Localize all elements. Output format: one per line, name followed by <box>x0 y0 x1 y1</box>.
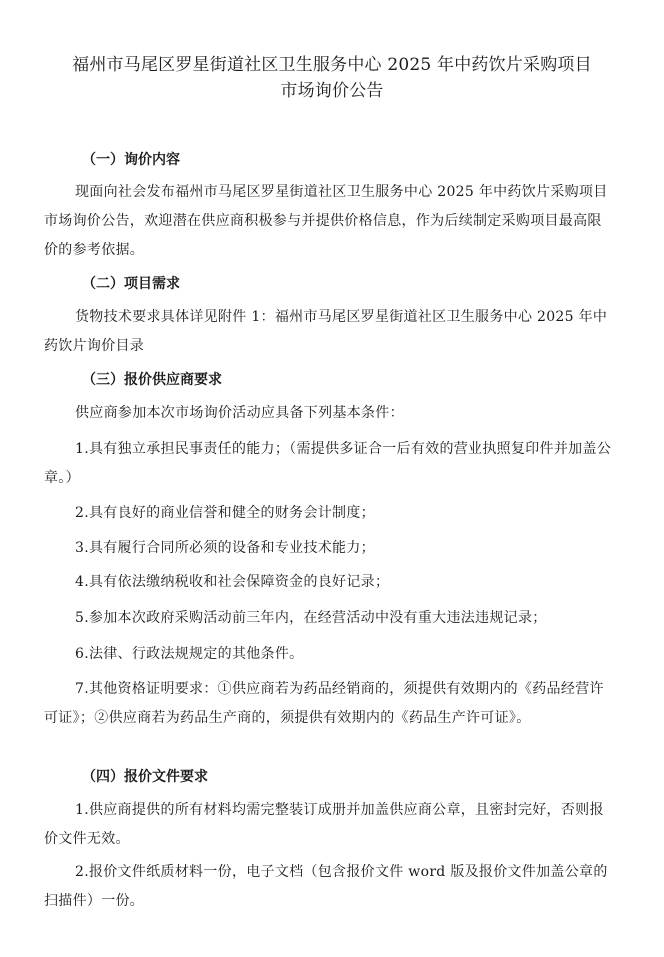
requirement-item: 6.法律、行政法规规定的其他条件。 <box>75 646 304 662</box>
quote-requirement-item: 2.报价文件纸质材料一份，电子文档（包含报价文件 word 版及报价文件加盖公章的扫描件）一份。 <box>44 864 608 909</box>
quote-requirement-item: 1.供应商提供的所有材料均需完整装订成册并加盖供应商公章，且密封完好，否则报价文件无效。 <box>44 802 604 847</box>
requirement-item: 4.具有依法缴纳税收和社会保障资金的良好记录； <box>75 574 390 590</box>
page-title <box>30 52 634 104</box>
section-heading-supplier-requirements: （三）报价供应商要求 <box>82 372 222 388</box>
requirement-item: 7.其他资格证明要求：①供应商若为药品经销商的，须提供有效期内的《药品经营许可证》；②供应商若为药品生产商的，须提供有效期内的《药品生产许可证》。 <box>44 681 604 726</box>
section-body-project-requirements: 货物技术要求具体详见附件 1：福州市马尾区罗星街道社区卫生服务中心 2025 年中药饮片询价目录 <box>44 309 608 354</box>
requirement-item: 3.具有履行合同所必须的设备和专业技术能力； <box>75 540 375 556</box>
requirement-item: 2.具有良好的商业信誉和健全的财务会计制度； <box>75 505 375 521</box>
requirement-item: 1.具有独立承担民事责任的能力；（需提供多证合一后有效的营业执照复印件并加盖公章。） <box>44 441 612 486</box>
title-line-2: 市场询价公告 <box>280 81 384 101</box>
section-body-inquiry-content: 现面向社会发布福州市马尾区罗星街道社区卫生服务中心 2025 年中药饮片采购项目市场询价公告，欢迎潜在供应商积极参与并提供价格信息，作为后续制定采购项目最高限价的参考依据。 <box>44 184 608 258</box>
requirement-item: 5.参加本次政府采购活动前三年内，在经营活动中没有重大违法违规记录； <box>75 610 547 626</box>
section-heading-project-requirements: （二）项目需求 <box>82 276 180 292</box>
section-heading-quote-document-requirements: （四）报价文件要求 <box>82 769 208 785</box>
supplier-requirements-intro: 供应商参加本次市场询价活动应具备下列基本条件： <box>75 405 404 421</box>
section-heading-inquiry-content: （一）询价内容 <box>82 152 180 168</box>
title-line-1: 福州市马尾区罗星街道社区卫生服务中心 2025 年中药饮片采购项目 <box>72 55 592 75</box>
